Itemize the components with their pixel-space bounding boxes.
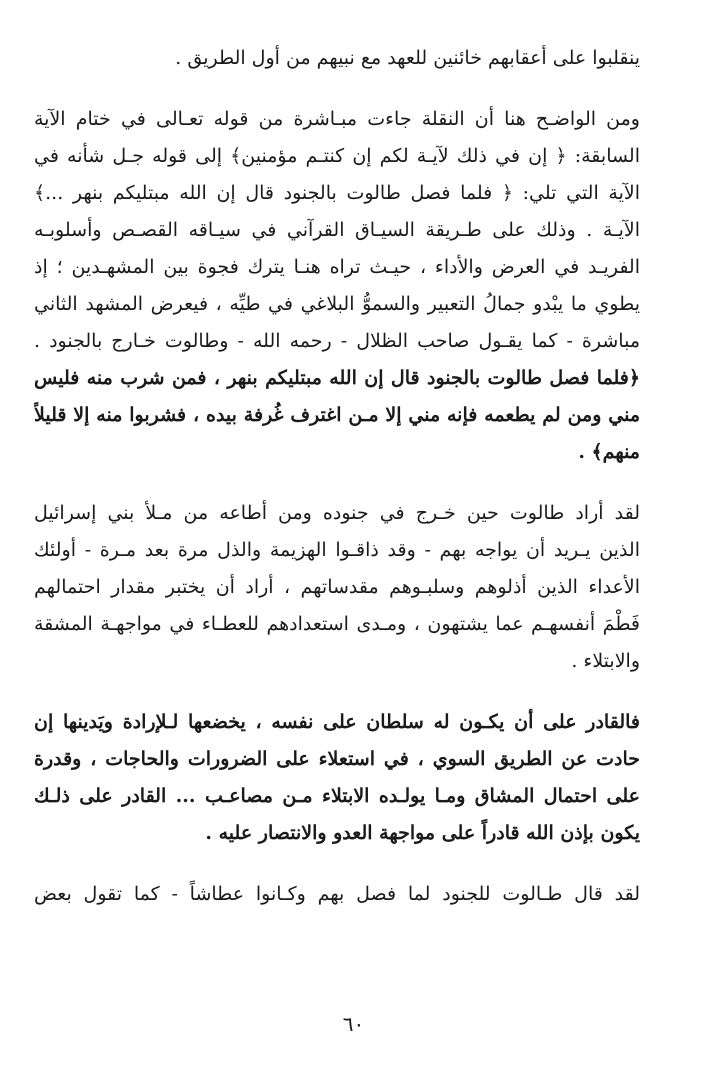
text-line: على احتمال المشاق ومـا يولـده الابتلاء مـن مصاعـب ... القادر على ذلـك — [34, 785, 640, 807]
text-line: ومن الواضـح هنا أن النقلة جاءت مبـاشرة من قوله تعـالى في ختام الآية — [34, 108, 640, 130]
paragraph-5 — [34, 876, 640, 913]
text-line: ينقلبوا على أعقابهم خائنين للعهد مع نبيهم من أول الطريق . — [175, 47, 640, 69]
text-line: لقد قال طـالوت للجنود لما فصل بهم وكـانوا عطاشاً - كما تقول بعض — [34, 883, 640, 905]
paragraph-gap — [34, 471, 640, 495]
text-line: يكون بإذن الله قادراً على مواجهة العدو والانتصار عليه . — [205, 822, 640, 844]
page-body — [34, 40, 640, 913]
text-line: الآية التي تلي: ﴿ فلما فصل طالوت بالجنود قال إن الله مبتليكم بنهر ...﴾ — [34, 182, 640, 204]
paragraph-gap — [34, 852, 640, 876]
text-line: مباشرة - كما يقـول صاحب الظلال - رحمه الله - وطالوت خـارج بالجنود . — [34, 330, 640, 352]
quran-verse-line: ﴿فلما فصل طالوت بالجنود قال إن الله مبتليكم بنهر ، فمن شرب منه فليس — [34, 367, 640, 389]
paragraph-3 — [34, 495, 640, 680]
paragraph-2 — [34, 101, 640, 471]
paragraph-gap — [34, 77, 640, 101]
text-line: فَطْمَ أنفسهـم عما يشتهون ، ومـدى استعدادهم للعطـاء في مواجهـة المشقة — [34, 613, 640, 635]
paragraph-4 — [34, 704, 640, 852]
text-line: الآيـة . وذلك على طـريقة السيـاق القرآني في سيـاقه القصـص وأسلوبـه — [34, 219, 640, 241]
page-number: ٦٠ — [342, 1012, 365, 1036]
quran-verse-line: منهم﴾ . — [578, 441, 640, 463]
text-line: السابقة: ﴿ إن في ذلك لآيـة لكم إن كنتـم مؤمنين﴾ إلى قوله جـل شأنه في — [34, 145, 640, 167]
quran-verse-line: مني ومن لم يطعمه فإنه مني إلا مـن اغترف غُرفة بيده ، فشربوا منه إلا قليلاً — [34, 404, 640, 426]
text-line: الفريـد في العرض والأداء ، حيـث تراه هنـا يترك فجوة بين المشهـدين ؛ إذ — [34, 256, 640, 278]
text-line: الأعداء الذين أذلوهم وسلبـوهم مقدساتهم ، أراد أن يختبر مقدار احتمالهم — [34, 576, 640, 598]
text-line: الذين يـريد أن يواجه بهم - وقد ذاقـوا الهزيمة والذل مرة بعد مـرة - أولئك — [34, 539, 640, 561]
text-line: والابتلاء . — [571, 650, 640, 672]
paragraph-1 — [34, 40, 640, 77]
text-line: لقد أراد طالوت حين خـرج في جنوده ومن أطاعه من مـلأ بني إسرائيل — [34, 502, 640, 524]
text-line: حادت عن الطريق السوي ، في استعلاء على الضرورات والحاجات ، وقدرة — [34, 748, 640, 770]
paragraph-gap — [34, 680, 640, 704]
text-line: يطوي ما يبْدو جمالُ التعبير والسموُّ البلاغي في طيِّه ، فيعرض المشهد الثاني — [34, 293, 640, 315]
text-line: فالقادر على أن يكـون له سلطان على نفسه ، يخضعها لـلإرادة ويَدينها إن — [34, 711, 640, 733]
